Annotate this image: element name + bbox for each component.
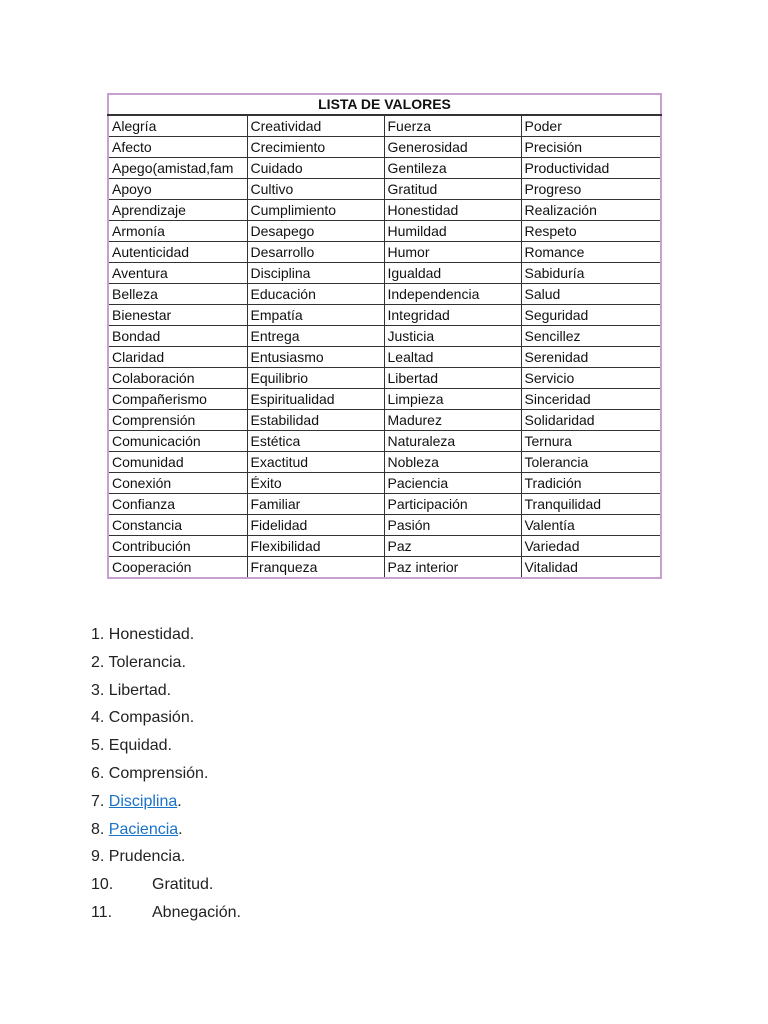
table-cell: Educación: [247, 284, 384, 305]
table-cell: Salud: [521, 284, 661, 305]
table-row: [108, 115, 661, 137]
table-cell: Cumplimiento: [247, 200, 384, 221]
table-cell: Confianza: [108, 494, 247, 515]
table-cell: Gratitud: [384, 179, 521, 200]
table-cell: Naturaleza: [384, 431, 521, 452]
table-cell: Exactitud: [247, 452, 384, 473]
table-cell: Generosidad: [384, 137, 521, 158]
list-item-number: 2.: [91, 653, 105, 671]
list-item-number: 3.: [91, 681, 105, 699]
table-cell: Alegría: [108, 115, 247, 137]
table-cell: Nobleza: [384, 452, 521, 473]
table-cell: Solidaridad: [521, 410, 661, 431]
table-cell: Serenidad: [521, 347, 661, 368]
table-cell: Valentía: [521, 515, 661, 536]
table-cell: Conexión: [108, 473, 247, 494]
table-cell: Respeto: [521, 221, 661, 242]
table-cell: Aventura: [108, 263, 247, 284]
table-cell: Humildad: [384, 221, 521, 242]
table-cell: Madurez: [384, 410, 521, 431]
table-row: [108, 347, 661, 368]
table-row: [108, 494, 661, 515]
table-cell: Espiritualidad: [247, 389, 384, 410]
list-item-label: Tolerancia: [108, 653, 182, 671]
table-cell: Justicia: [384, 326, 521, 347]
list-item-number: 7.: [91, 792, 105, 810]
table-cell: Apego(amistad,fam: [108, 158, 247, 179]
list-item-number: 6.: [91, 764, 105, 782]
table-row: [108, 242, 661, 263]
list-item-period: .: [177, 792, 182, 810]
table-cell: Franqueza: [247, 557, 384, 579]
table-cell: Tranquilidad: [521, 494, 661, 515]
list-item: [91, 677, 241, 705]
table-cell: Comunicación: [108, 431, 247, 452]
list-item: [91, 704, 241, 732]
list-item-link[interactable]: Paciencia: [108, 820, 179, 838]
table-cell: Seguridad: [521, 305, 661, 326]
list-item-period: .: [178, 820, 183, 838]
table-cell: Entrega: [247, 326, 384, 347]
list-item-link[interactable]: Disciplina: [108, 792, 178, 810]
list-item: [91, 816, 241, 844]
table-cell: Empatía: [247, 305, 384, 326]
list-item-period: .: [203, 764, 209, 782]
table-row: [108, 305, 661, 326]
table-cell: Servicio: [521, 368, 661, 389]
table-row: [108, 137, 661, 158]
table-cell: Comunidad: [108, 452, 247, 473]
values-table: [107, 93, 662, 579]
table-cell: Tradición: [521, 473, 661, 494]
table-cell: Igualdad: [384, 263, 521, 284]
values-numbered-list: [91, 621, 241, 927]
table-cell: Cooperación: [108, 557, 247, 579]
table-cell: Humor: [384, 242, 521, 263]
list-item-number: 4.: [91, 709, 105, 727]
list-item: [91, 899, 241, 927]
table-cell: Constancia: [108, 515, 247, 536]
table-cell: Lealtad: [384, 347, 521, 368]
table-cell: Desapego: [247, 221, 384, 242]
table-cell: Aprendizaje: [108, 200, 247, 221]
table-cell: Apoyo: [108, 179, 247, 200]
table-cell: Claridad: [108, 347, 247, 368]
list-item-label: Compasión: [108, 709, 190, 727]
list-item: [91, 732, 241, 760]
table-cell: Familiar: [247, 494, 384, 515]
table-title: LISTA DE VALORES: [108, 94, 661, 115]
table-row: [108, 410, 661, 431]
table-cell: Afecto: [108, 137, 247, 158]
list-item: [91, 788, 241, 816]
table-row: [108, 389, 661, 410]
list-item-period: .: [166, 681, 172, 699]
table-cell: Bienestar: [108, 305, 247, 326]
table-row: [108, 431, 661, 452]
list-item-label: Libertad: [108, 681, 167, 699]
table-cell: Vitalidad: [521, 557, 661, 579]
list-item-label: Comprensión: [108, 764, 204, 782]
table-cell: Fuerza: [384, 115, 521, 137]
list-item-number: 8.: [91, 820, 105, 838]
table-row: [108, 557, 661, 579]
list-item-label: Gratitud: [152, 876, 209, 894]
table-cell: Armonía: [108, 221, 247, 242]
table-cell: Productividad: [521, 158, 661, 179]
table-cell: Participación: [384, 494, 521, 515]
table-cell: Equilibrio: [247, 368, 384, 389]
table-cell: Entusiasmo: [247, 347, 384, 368]
table-cell: Flexibilidad: [247, 536, 384, 557]
table-cell: Gentileza: [384, 158, 521, 179]
table-cell: Creatividad: [247, 115, 384, 137]
list-item: [91, 621, 241, 649]
list-item: [91, 760, 241, 788]
table-cell: Crecimiento: [247, 137, 384, 158]
table-cell: Paz: [384, 536, 521, 557]
table-cell: Compañerismo: [108, 389, 247, 410]
list-item-period: .: [181, 653, 186, 671]
table-cell: Belleza: [108, 284, 247, 305]
table-cell: Estabilidad: [247, 410, 384, 431]
table-cell: Libertad: [384, 368, 521, 389]
list-item: [91, 871, 241, 899]
table-cell: Realización: [521, 200, 661, 221]
table-row: [108, 200, 661, 221]
table-row: [108, 158, 661, 179]
table-cell: Progreso: [521, 179, 661, 200]
table-cell: Autenticidad: [108, 242, 247, 263]
list-item-number: 1.: [91, 626, 105, 643]
list-item-period: .: [180, 848, 186, 866]
table-cell: Bondad: [108, 326, 247, 347]
table-cell: Éxito: [247, 473, 384, 494]
list-item-number: 10.: [91, 876, 114, 894]
list-item-period: .: [189, 626, 195, 643]
table-row: [108, 284, 661, 305]
table-cell: Cultivo: [247, 179, 384, 200]
table-cell: Sencillez: [521, 326, 661, 347]
list-item-number: 11.: [91, 903, 113, 921]
list-item-label: Honestidad: [108, 626, 190, 643]
table-cell: Fidelidad: [247, 515, 384, 536]
table-cell: Honestidad: [384, 200, 521, 221]
table-row: [108, 452, 661, 473]
table-cell: Desarrollo: [247, 242, 384, 263]
table-cell: Contribución: [108, 536, 247, 557]
table-row: [108, 536, 661, 557]
table-cell: Cuidado: [247, 158, 384, 179]
list-item-period: .: [236, 903, 241, 921]
list-item-number: 5.: [91, 737, 105, 755]
list-item-label: Prudencia: [108, 848, 181, 866]
list-item-period: .: [167, 737, 172, 755]
table-row: [108, 179, 661, 200]
table-cell: Ternura: [521, 431, 661, 452]
table-cell: Paz interior: [384, 557, 521, 579]
table-cell: Paciencia: [384, 473, 521, 494]
list-item-label: Abnegación: [152, 903, 237, 921]
list-item: [91, 649, 241, 677]
table-cell: Pasión: [384, 515, 521, 536]
list-item-period: .: [208, 876, 214, 894]
table-body: [108, 115, 661, 578]
table-row: [108, 515, 661, 536]
table-cell: Sabiduría: [521, 263, 661, 284]
table-cell: Variedad: [521, 536, 661, 557]
table-cell: Comprensión: [108, 410, 247, 431]
table-cell: Disciplina: [247, 263, 384, 284]
list-item-period: .: [189, 709, 195, 727]
table-row: [108, 326, 661, 347]
table-row: [108, 368, 661, 389]
table-cell: Limpieza: [384, 389, 521, 410]
list-item-label: Equidad: [108, 737, 168, 755]
table-cell: Precisión: [521, 137, 661, 158]
table-header-row: [108, 94, 661, 115]
table-row: [108, 473, 661, 494]
table-cell: Tolerancia: [521, 452, 661, 473]
table-row: [108, 221, 661, 242]
table-cell: Independencia: [384, 284, 521, 305]
table-cell: Romance: [521, 242, 661, 263]
table-row: [108, 263, 661, 284]
table-cell: Estética: [247, 431, 384, 452]
table-cell: Poder: [521, 115, 661, 137]
table-cell: Integridad: [384, 305, 521, 326]
list-item: [91, 843, 241, 871]
table-cell: Sinceridad: [521, 389, 661, 410]
list-item-number: 9.: [91, 848, 105, 866]
table-cell: Colaboración: [108, 368, 247, 389]
